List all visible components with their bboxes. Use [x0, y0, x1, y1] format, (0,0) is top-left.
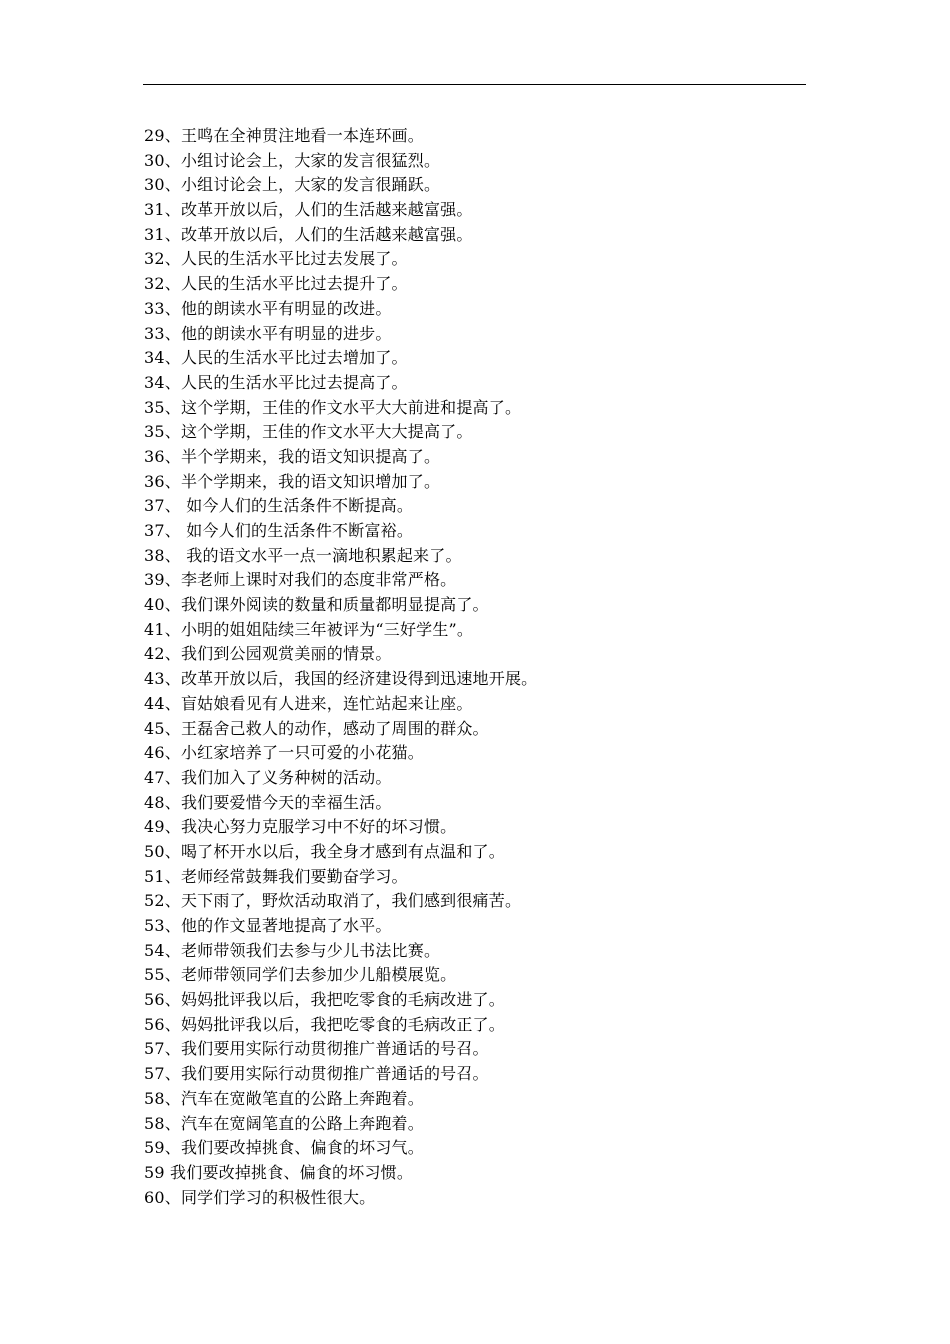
sentence-line: 56、妈妈批评我以后，我把吃零食的毛病改正了。	[144, 1014, 505, 1034]
sentence-line: 38、 我的语文水平一点一滴地积累起来了。	[144, 545, 462, 565]
sentence-line: 59 我们要改掉挑食、偏食的坏习惯。	[144, 1162, 414, 1182]
sentence-line: 30、小组讨论会上，大家的发言很踊跃。	[144, 175, 441, 195]
sentence-line: 31、改革开放以后，人们的生活越来越富强。	[144, 224, 473, 244]
sentence-line: 56、妈妈批评我以后，我把吃零食的毛病改进了。	[144, 990, 505, 1010]
sentence-line: 42、我们到公园观赏美丽的情景。	[144, 644, 392, 664]
sentence-line: 58、汽车在宽敞笔直的公路上奔跑着。	[144, 1088, 424, 1108]
sentence-line: 57、我们要用实际行动贯彻推广普通话的号召。	[144, 1064, 489, 1084]
sentence-line: 31、改革开放以后，人们的生活越来越富强。	[144, 200, 473, 220]
sentence-line: 36、半个学期来，我的语文知识提高了。	[144, 446, 441, 466]
sentence-line: 52、天下雨了，野炊活动取消了，我们感到很痛苦。	[144, 891, 522, 911]
sentence-line: 37、 如今人们的生活条件不断提高。	[144, 496, 414, 516]
sentence-line: 45、王磊舍己救人的动作，感动了周围的群众。	[144, 718, 489, 738]
sentence-line: 32、人民的生活水平比过去提升了。	[144, 274, 408, 294]
sentence-list	[144, 124, 824, 1210]
sentence-line: 33、他的朗读水平有明显的进步。	[144, 323, 392, 343]
sentence-line: 59、我们要改掉挑食、偏食的坏习气。	[144, 1138, 424, 1158]
sentence-line: 54、老师带领我们去参与少儿书法比赛。	[144, 940, 441, 960]
sentence-line: 51、老师经常鼓舞我们要勤奋学习。	[144, 866, 408, 886]
sentence-line: 36、半个学期来，我的语文知识增加了。	[144, 471, 441, 491]
sentence-line: 39、李老师上课时对我们的态度非常严格。	[144, 570, 457, 590]
sentence-line: 43、改革开放以后，我国的经济建设得到迅速地开展。	[144, 669, 538, 689]
sentence-line: 32、人民的生活水平比过去发展了。	[144, 249, 408, 269]
sentence-line: 30、小组讨论会上，大家的发言很猛烈。	[144, 150, 441, 170]
sentence-line: 48、我们要爱惜今天的幸福生活。	[144, 792, 392, 812]
sentence-line: 46、小红家培养了一只可爱的小花猫。	[144, 743, 424, 763]
sentence-line: 34、人民的生活水平比过去增加了。	[144, 348, 408, 368]
sentence-line: 33、他的朗读水平有明显的改进。	[144, 298, 392, 318]
sentence-line: 53、他的作文显著地提高了水平。	[144, 916, 392, 935]
sentence-line: 49、我决心努力克服学习中不好的坏习惯。	[144, 817, 457, 837]
sentence-line: 58、汽车在宽阔笔直的公路上奔跑着。	[144, 1113, 424, 1133]
sentence-line: 35、这个学期，王佳的作文水平大大前进和提高了。	[144, 397, 522, 417]
sentence-line: 40、我们课外阅读的数量和质量都明显提高了。	[144, 595, 489, 615]
sentence-line: 57、我们要用实际行动贯彻推广普通话的号召。	[144, 1039, 489, 1059]
sentence-line: 29、王鸣在全神贯注地看一本连环画。	[144, 126, 424, 145]
sentence-line: 60、同学们学习的积极性很大。	[144, 1187, 376, 1207]
header-rule	[143, 84, 806, 85]
sentence-line: 55、老师带领同学们去参加少儿船模展览。	[144, 965, 457, 985]
sentence-line: 50、喝了杯开水以后，我全身才感到有点温和了。	[144, 841, 505, 861]
sentence-line: 47、我们加入了义务种树的活动。	[144, 767, 392, 787]
sentence-line: 35、这个学期，王佳的作文水平大大提高了。	[144, 422, 473, 442]
sentence-line: 44、盲姑娘看见有人进来，连忙站起来让座。	[144, 693, 473, 713]
sentence-line: 41、小明的姐姐陆续三年被评为“三好学生”。	[144, 619, 474, 639]
sentence-line: 37、 如今人们的生活条件不断富裕。	[144, 521, 414, 540]
sentence-line: 34、人民的生活水平比过去提高了。	[144, 372, 408, 392]
